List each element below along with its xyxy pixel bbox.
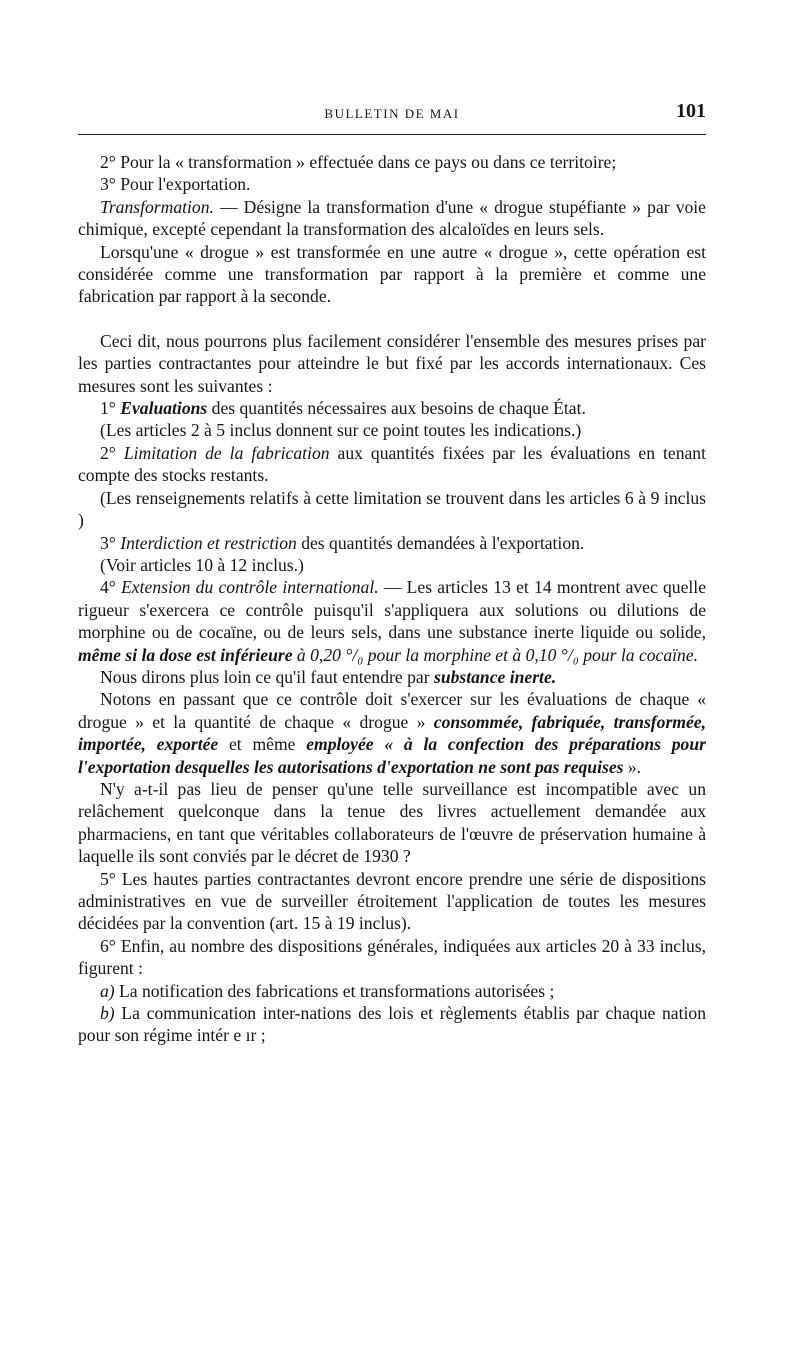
paragraph-transformation-definition [78,196,706,241]
paragraph-substance-inerte: Nous dirons plus loin ce qu'il faut entendre par substance inerte. [100,666,557,687]
page-header [78,100,706,124]
definition-text: — Désigne la transformation d'une « drogue stupéfiante » par voie chimique, excepté cependant la transformation des alcaloïdes en leurs sels. [78,196,706,240]
list-item-evaluations: 1° Evaluations des quantités nécessaires aux besoins de chaque État. [100,398,586,419]
list-item-general-dispositions: 6° Enfin, au nombre des dispositions générales, indiquées aux articles 20 à 33 inclus, figurent : [78,935,706,979]
term-transformation: Transformation. [100,196,214,217]
term-extension: Extension du contrôle international. [121,577,379,598]
list-item-administrative: 5° Les hautes parties contractantes devront encore prendre une série de dispositions administratives en vue de surveiller étroitement l'application de toutes les mesures décidées par la convention (art. 15 à 19 inclus). [78,868,706,934]
list-item-extension: 4° Extension du contrôle international. — Les articles 13 et 14 montrent avec quelle rigueur s'exercera ce contrôle puisqu'il s'appliquera aux solutions ou dilutions de morphine ou de cocaïne, ou de leurs sels, dans une substance inerte liquide ou solide, même si la dose est inférieure à 0,20 °/₀ pour la morphine et à 0,10 °/₀ pour la cocaïne. [78,577,707,665]
note-articles-2-5: (Les articles 2 à 5 inclus donnent sur ce point toutes les indications.) [100,420,582,441]
term-evaluations: Evaluations [120,398,208,419]
emphasis-employee: employée « à la confection des préparations pour l'exportation desquelles les autorisations d'exportation ne sont pas requises [78,734,706,777]
page-number: 101 [676,100,706,122]
paragraph-control-note: Notons en passant que ce contrôle doit s'exercer sur les évaluations de chaque « drogue » et la quantité de chaque « drogue » consommée, fabriquée, transformée, importée, exportée et même employée « à la confection des préparations pour l'exportation desquelles les autorisations d'exportation ne sont pas requises ». [78,689,707,777]
header-rule [78,134,706,135]
running-head: BULLETIN DE MAI [324,106,460,121]
sub-item-b: b) La communication inter-nations des lois et règlements établis par chaque nation pour son régime intér e ır ; [78,1003,706,1046]
page-body [78,151,706,1047]
paragraph-exportation: 3° Pour l'exportation. [100,174,251,195]
note-articles-6-9: (Les renseignements relatifs à cette limitation se trouvent dans les articles 6 à 9 inclus ) [78,487,706,531]
emphasis-consommee: consommée, fabriquée, transformée, importée, exportée [78,711,707,755]
note-articles-10-12: (Voir articles 10 à 12 inclus.) [100,554,304,575]
term-interdiction: Interdiction et restriction [120,532,297,553]
term-limitation: Limitation de la fabrication [123,442,330,463]
paragraph-drogue-transformed: Lorsqu'une « drogue » est transformée en une autre « drogue », cette opération est considérée comme une transformation par rapport à la première et comme une fabrication par rapport à la seconde. [78,241,706,307]
sub-item-a: a) La notification des fabrications et transformations autorisées ; [100,980,555,1001]
paragraph-measures-intro: Ceci dit, nous pourrons plus facilement considérer l'ensemble des mesures prises par les parties contractantes pour atteindre le but fixé par les accords internationaux. Ces mesures sont les suivantes : [78,330,706,396]
term-substance-inerte: substance inerte. [433,666,557,687]
emphasis-percentages: à 0,20 °/₀ pour la morphine et à 0,10 °/₀ pour la cocaïne. [292,644,699,665]
list-item-interdiction: 3° Interdiction et restriction des quantités demandées à l'exportation. [100,532,585,553]
paragraph-surveillance-question: N'y a-t-il pas lieu de penser qu'une telle surveillance est incompatible avec un relâchement quelconque dans la tenue des livres actuellement demandée aux pharmaciens, en tant que véritables collaborateurs de l'œuvre de préservation humaine à laquelle ils sont conviés par le décret de 1930 ? [78,778,706,867]
paragraph-transformation-country: 2° Pour la « transformation » effectuée dans ce pays ou dans ce territoire; [100,152,617,172]
emphasis-dose: même si la dose est inférieure [78,644,293,665]
list-item-limitation: 2° Limitation de la fabrication aux quantités fixées par les évaluations en tenant compte des stocks restants. [78,442,706,486]
